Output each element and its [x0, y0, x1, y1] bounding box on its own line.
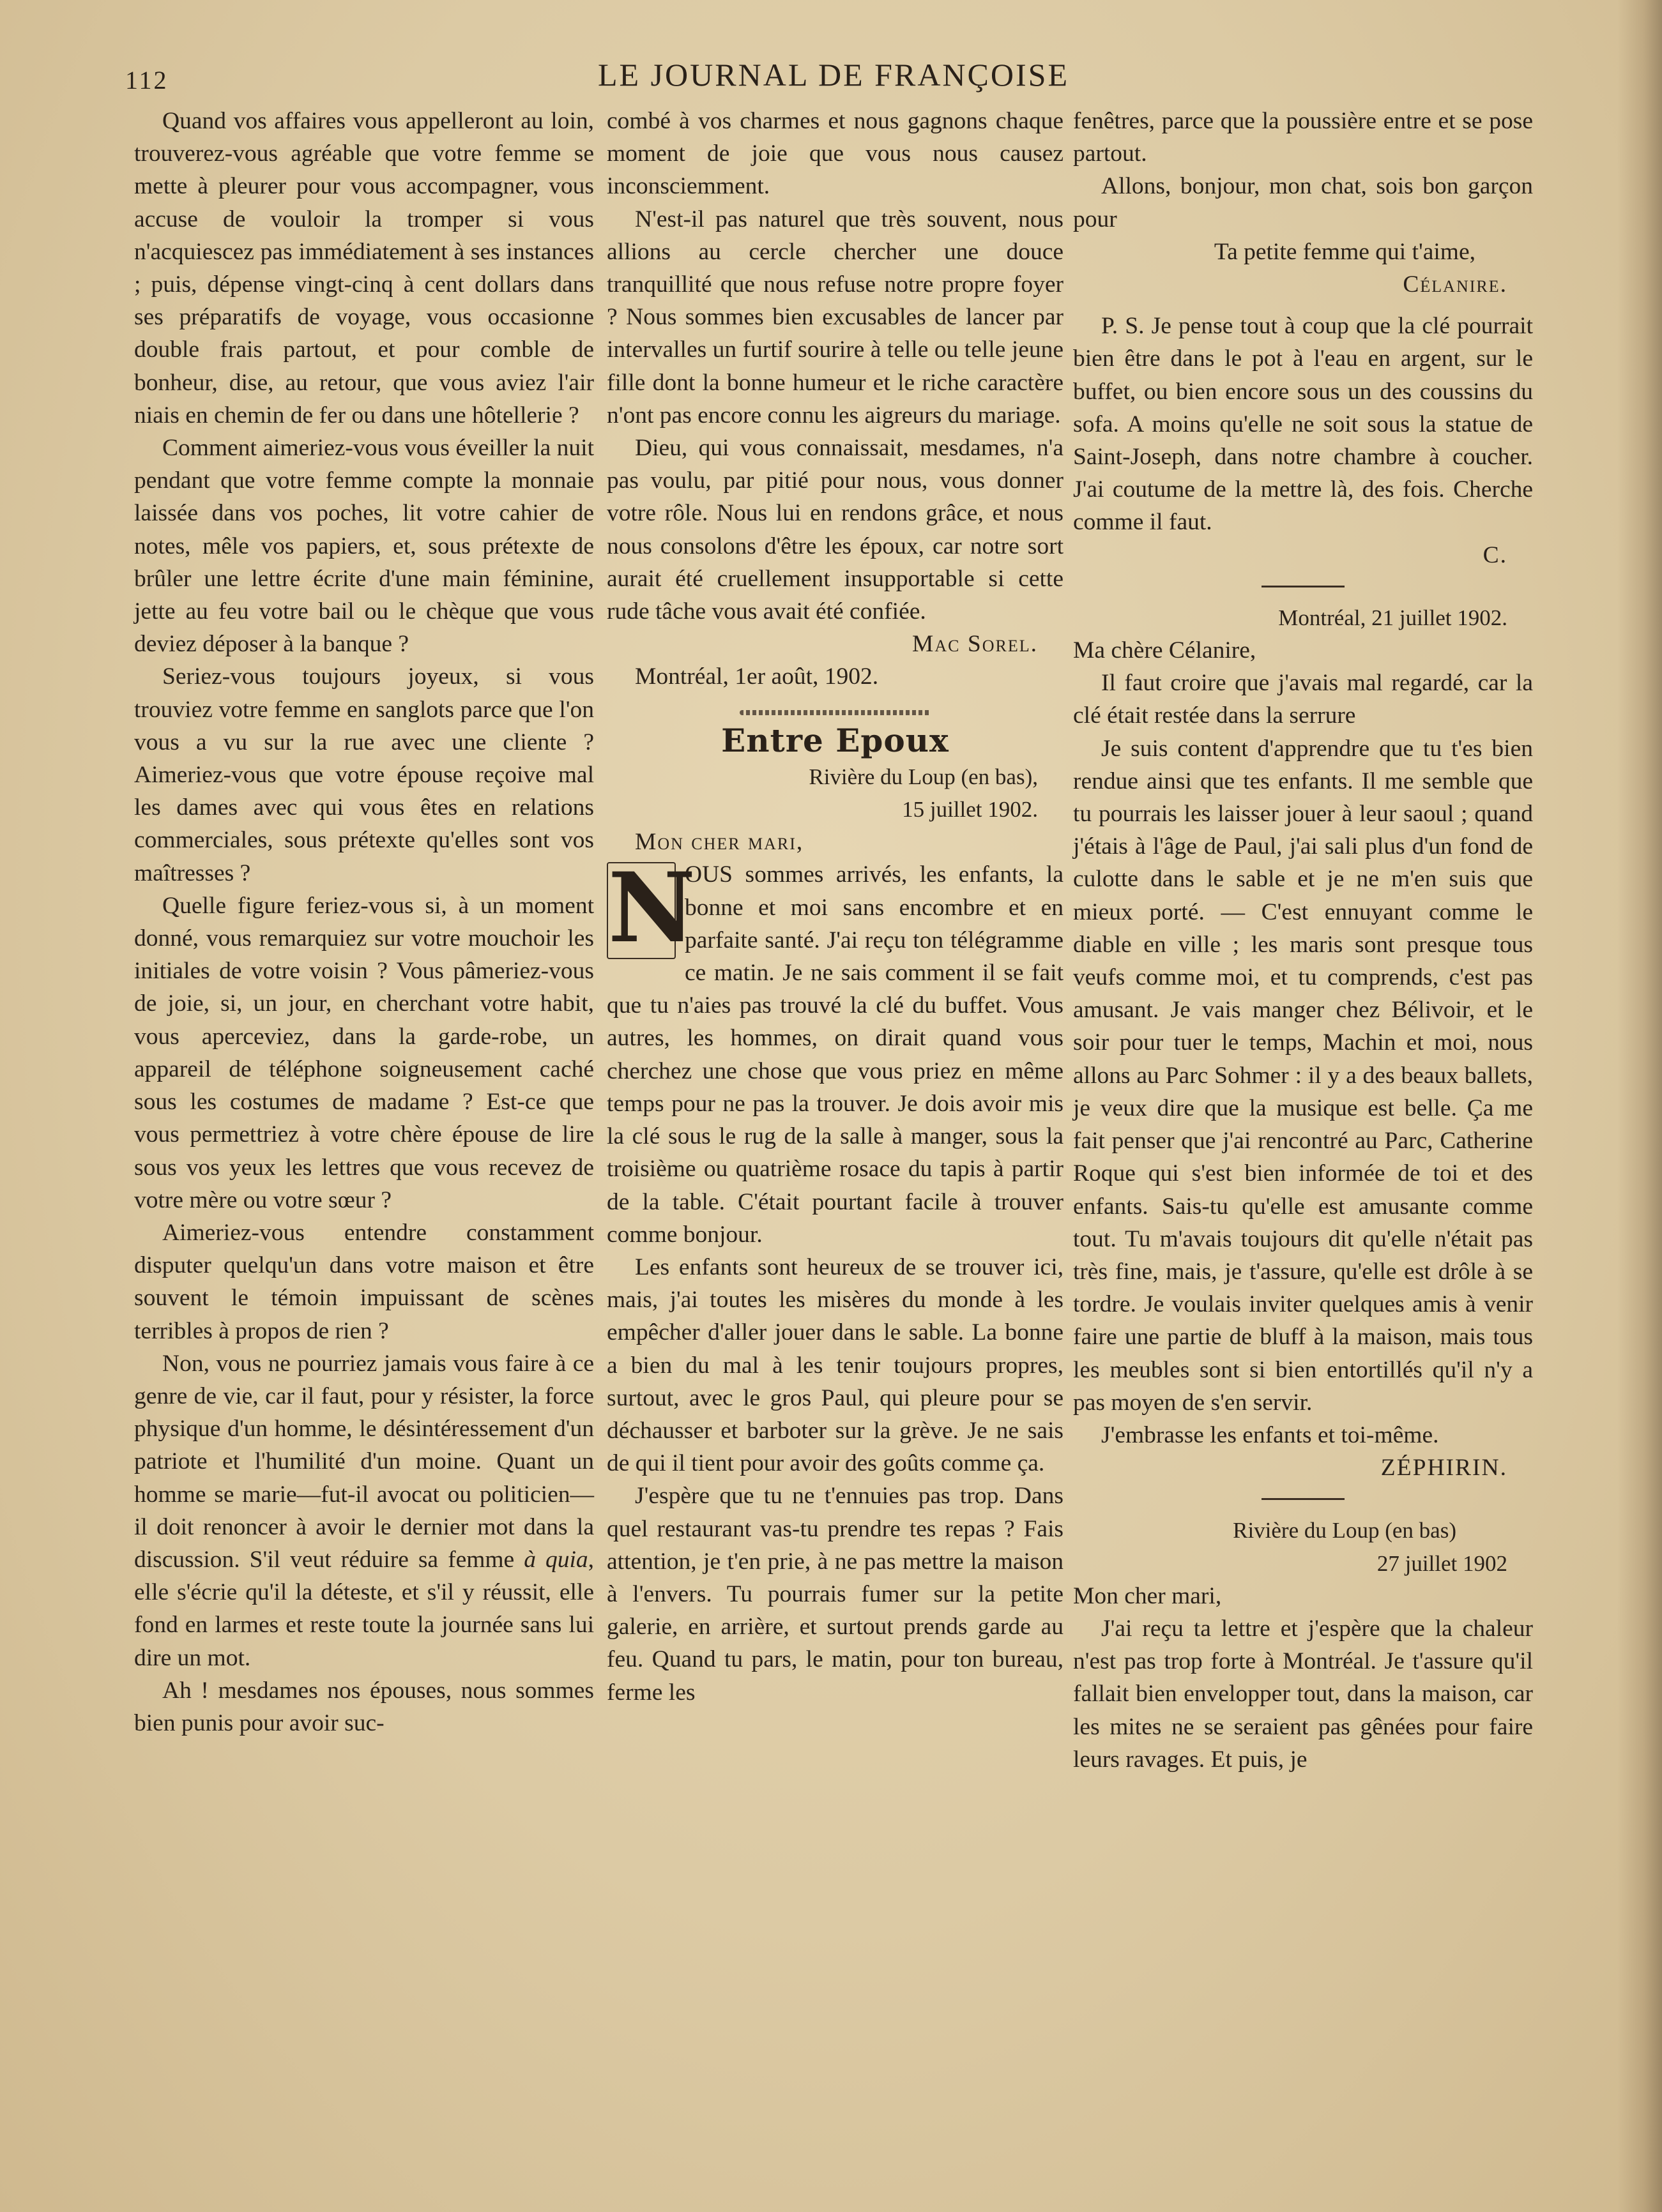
- paragraph: Quelle figure feriez-vous si, à un moment donné, vous remarquiez sur votre mouchoir les initiales de votre voisin ? Vous pâmeriez-vous de joie, si, un jour, en cherchant votre habit, vous aperceviez, dans la garde-robe, un appareil de téléphone soigneusement caché sous les costumes de madame ? Est-ce que vous permettriez à votre chère épouse de lire sous vos yeux les lettres que vous recevez de votre mère ou votre sœur ?: [134, 892, 594, 1213]
- italic-phrase: à quia: [524, 1546, 588, 1573]
- paragraph: [134, 1347, 594, 1674]
- divider-rule: [1262, 1498, 1345, 1500]
- dateline: Rivière du Loup (en bas): [1233, 1518, 1456, 1543]
- paragraph: J'embrasse les enfants et toi-même.: [1101, 1421, 1439, 1448]
- paragraph: fenêtres, parce que la poussière entre et se pose partout.: [1073, 108, 1533, 167]
- dateline: 15 juillet 1902.: [902, 797, 1038, 822]
- paragraph: combé à vos charmes et nous gagnons chaque moment de joie que vous nous causez inconsciemment.: [607, 108, 1064, 200]
- paragraph: Aimeriez-vous entendre constamment disputer quelqu'un dans votre maison et être souvent le témoin impuissant de scènes terribles à propos de rien ?: [134, 1219, 594, 1344]
- paragraph: Comment aimeriez-vous vous éveiller la nuit pendant que votre femme compte la monnaie laissée dans vos poches, lit votre cahier de notes, mêle vos papiers, et, sous prétexte de brûler une lettre écrite d'une main féminine, jette au feu votre bail ou le chèque que vous deviez déposer à la banque ?: [134, 435, 594, 658]
- paragraph: J'espère que tu ne t'ennuies pas trop. Dans quel restaurant vas-tu prendre tes repas ? Fais attention, je t'en prie, à ne pas mettre la maison à l'envers. Tu pourrais fumer sur la petite galerie, en arrière, et surtout prends garde au feu. Quand tu pars, le matin, pour ton bureau, ferme les: [607, 1483, 1064, 1706]
- article-heading: Entre Epoux: [721, 721, 949, 759]
- page-edge-shadow: [1617, 0, 1662, 2212]
- letter-signature: Célanire.: [1403, 271, 1507, 298]
- column-3: [1073, 105, 1533, 1776]
- salutation: Ma chère Célanire,: [1073, 637, 1256, 664]
- place-date: Montréal, 1er août, 1902.: [635, 663, 879, 690]
- text-run: OUS sommes arrivés, les enfants, la bonne et moi sans encombre et en parfaite santé. J'ai reçu ton télégramme ce matin. Je ne sais comment il se fait que tu n'aies pas trouvé la clé du buffet. Vous autres, les hommes, on dirait quand vous cherchez une chose que vous priez en même temps pour ne pas la trouver. Je dois avoir mis la clé sous le rug de la salle à manger, sous la troisième ou quatrième rosace du tapis à partir de la table. C'était pourtant facile à trouver comme bonjour.: [607, 861, 1064, 1248]
- page-number: 112: [125, 66, 169, 95]
- dateline: Rivière du Loup (en bas),: [809, 764, 1038, 789]
- page-header: [125, 56, 1543, 101]
- paragraph: Quand vos affaires vous appelleront au loin, trouverez-vous agréable que votre femme se mette à pleurer pour vous accompagner, vous accuse de vouloir la tromper si vous n'acquiescez pas immédiatement à ses instances ; puis, dépense vingt-cinq à cent dollars dans ses préparatifs de voyage, vous occasionne double frais partout, et pour comble de bonheur, dise, au retour, que vous aviez l'air niais en chemin de fer ou dans une hôtellerie ?: [134, 108, 594, 428]
- paragraph: Je suis content d'apprendre que tu t'es bien rendue ainsi que tes enfants. Il me semble que tu pourrais les laisser jouer à leur saoul ; quand j'étais à l'âge de Paul, j'ai sali plus d'un fond de culotte dans le sable et je ne m'en suis que mieux porté. — C'est ennuyant comme le diable en ville ; les maris sont presque tous veufs comme moi, et tu comprends, c'est pas amusant. Je vais manger chez Bélivoir, et le soir pour tuer le temps, Machin et moi, nous allons au Parc Sohmer : il y a des beaux ballets, je veux dire que la musique est belle. Ça me fait penser que j'ai rencontré au Parc, Catherine Roque qui s'est bien informée de toi et des enfants. Sais-tu qu'elle est amusante comme tout. Tu m'avais toujours dit qu'elle n'était pas très fine, mais, je t'assure, qu'elle est drôle à se tordre. Je voulais inviter quelques amis à venir faire une partie de bluff à la maison, mais tous les meubles sont si bien entortillés qu'il n'y a pas moyen de s'en servir.: [1073, 735, 1533, 1416]
- dateline: 27 juillet 1902: [1376, 1550, 1507, 1576]
- paragraph: Les enfants sont heureux de se trouver ici, mais, j'ai toutes les misères du monde à les empêcher d'aller jouer dans le sable. La bonne a bien du mal à les tenir toujours propres, surtout, avec le gros Paul, qui pleure pour se déchausser et barboter sur la grève. Je ne sais de qui il tient pour avoir des goûts comme ça.: [607, 1254, 1064, 1477]
- salutation: Mon cher mari,: [635, 829, 804, 856]
- text-run: , elle s'écrie qu'il la déteste, et s'il y réussit, elle fond en larmes et reste toute la journée sans lui dire un mot.: [134, 1546, 594, 1671]
- paragraph: N'est-il pas naturel que très souvent, nous allions au cercle chercher une douce tranquillité que nous refuse notre propre foyer ? Nous sommes bien excusables de lancer par intervalles un furtif sourire à telle ou telle jeune fille dont la bonne humeur et le riche caractère n'ont pas encore connu les aigreurs du mariage.: [607, 206, 1064, 428]
- column-1: [134, 105, 594, 1739]
- paragraph: P. S. Je pense tout à coup que la clé pourrait bien être dans le pot à l'eau en argent, sur le buffet, ou bien encore sous un des coussins du sofa. A moins qu'elle ne soit sous la statue de Saint-Joseph, dans notre chambre à coucher. J'ai coutume de la mettre là, des fois. Cherche comme il faut.: [1073, 313, 1533, 536]
- author-signature: Mac Sorel.: [912, 631, 1038, 658]
- paragraph: Ah ! mesdames nos épouses, nous sommes bien punis pour avoir suc-: [134, 1677, 594, 1736]
- paragraph: Allons, bonjour, mon chat, sois bon garçon pour: [1073, 173, 1533, 232]
- divider-rule: [1262, 586, 1345, 587]
- column-2: [607, 105, 1064, 1709]
- letter-signature: C.: [1483, 542, 1507, 568]
- paragraph: J'ai reçu ta lettre et j'espère que la chaleur n'est pas trop forte à Montréal. Je t'assure qu'il fallait bien envelopper tout, dans la maison, car les mites ne se seraient pas gênées pour faire leurs ravages. Et puis, je: [1073, 1615, 1533, 1773]
- paragraph: Seriez-vous toujours joyeux, si vous trouviez votre femme en sanglots parce que l'on vous a vu sur la rue avec une cliente ? Aimeriez-vous que votre épouse reçoive mal les dames avec qui vous êtes en relations commerciales, sous prétexte qu'elles sont vos maîtresses ?: [134, 663, 594, 886]
- drop-cap: N: [608, 852, 696, 965]
- salutation: Mon cher mari,: [1073, 1582, 1222, 1609]
- letter-signature: ZÉPHIRIN.: [1380, 1455, 1507, 1481]
- closing-line: Ta petite femme qui t'aime,: [1214, 238, 1475, 265]
- paragraph: Dieu, qui vous connaissait, mesdames, n'a pas voulu, par pitié pour nous, vous donner votre rôle. Nous lui en rendons grâce, et nous nous consolons d'être les époux, car notre sort aurait été cruellement insupportable si cette rude tâche vous avait été confiée.: [607, 435, 1064, 625]
- wavy-divider: [740, 710, 931, 715]
- text-run: Non, vous ne pourriez jamais vous faire à ce genre de vie, car il faut, pour y résister, la force physique d'un homme, le désintéressement d'un patriote et l'humilité d'un moine. Quant un homme se marie—fut-il avocat ou politicien—il doit renoncer à avoir le dernier mot dans la discussion. S'il veut réduire sa femme: [134, 1350, 594, 1573]
- paragraph: [607, 852, 1064, 1250]
- journal-title: LE JOURNAL DE FRANÇOISE: [598, 57, 1069, 93]
- paragraph: Il faut croire que j'avais mal regardé, car la clé était restée dans la serrure: [1073, 670, 1533, 729]
- dateline: Montréal, 21 juillet 1902.: [1278, 605, 1507, 630]
